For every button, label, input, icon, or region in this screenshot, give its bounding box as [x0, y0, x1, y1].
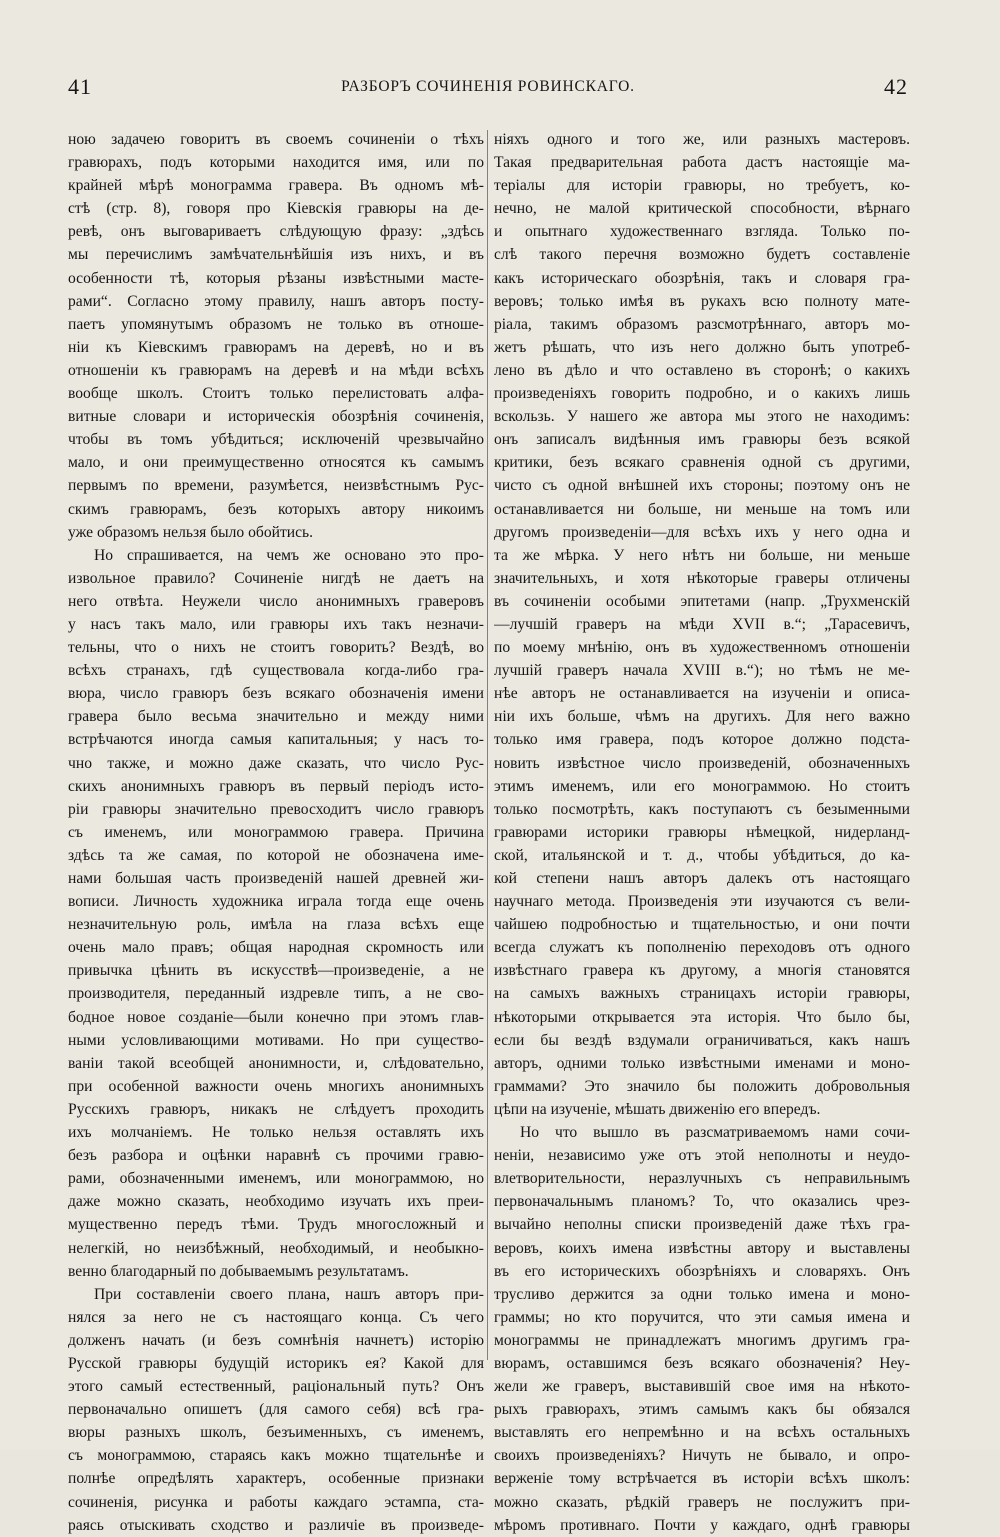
text-line: гравюрахъ, подъ которыми находится имя, или по	[68, 154, 484, 172]
text-line: новить извѣстное число произведеній, обозначенныхъ	[494, 754, 910, 772]
text-line: слѣ такого перечня возможно будетъ составленіе	[494, 246, 910, 264]
text-line: ріала, такимъ образомъ разсмотрѣннаго, авторъ мо-	[494, 315, 910, 333]
text-line: незначительную роль, имѣла на глаза всѣхъ еще	[68, 916, 484, 934]
right-text-column	[494, 128, 910, 1537]
text-line: первымъ по времени, разумѣется, неизвѣстнымъ Рус-	[68, 477, 484, 495]
text-line: трусливо держится за одни только имена и моно-	[494, 1285, 910, 1303]
text-line: —лучшій граверъ на мѣди XVII в.“; „Тарасевичъ,	[494, 615, 910, 633]
text-line: гравера было весьма значительно и между ними	[68, 708, 484, 726]
text-line: Такая предварительная работа дастъ настоящіе ма-	[494, 154, 910, 172]
text-line: монограммы не принадлежатъ многимъ другимъ гра-	[494, 1331, 910, 1349]
text-line: скихъ анонимныхъ гравюръ въ первый періодъ исто-	[68, 777, 484, 795]
text-line: лучшій граверъ начала XVIII в.“); но тѣмъ не ме-	[494, 662, 910, 680]
text-line: привычка цѣнить въ искусствѣ—произведеніе, а не	[68, 962, 484, 980]
text-line: своихъ произведеніяхъ? Ничуть не бывало, и опро-	[494, 1447, 910, 1465]
text-line: Но что вышло въ разсматриваемомъ нами сочи-	[520, 1124, 910, 1142]
text-line: въ его историческихъ обозрѣніяхъ и словаряхъ. Онъ	[494, 1262, 910, 1280]
text-line: вюры разныхъ школъ, безъименныхъ, съ именемъ,	[68, 1424, 484, 1442]
text-line: всегда служатъ къ пополненію переходовъ отъ одного	[494, 939, 910, 957]
text-line: долженъ начать (и безъ сомнѣнія начнетъ) исторію	[68, 1331, 484, 1349]
text-line: безъ разбора и оцѣнки наравнѣ съ прочими гравю-	[68, 1147, 484, 1165]
text-line: значительныхъ, и хотя нѣкоторые граверы отличены	[494, 569, 910, 587]
left-page-number: 41	[68, 74, 92, 99]
text-line: ніи къ Кіевскимъ гравюрамъ на деревѣ, но и въ	[68, 338, 484, 356]
text-line: очень мало правъ; общая народная скромность или	[68, 939, 484, 957]
text-line: При составленіи своего плана, нашъ авторъ при-	[94, 1285, 484, 1303]
text-line: у насъ такъ мало, или гравюры ихъ такъ незначи-	[68, 615, 484, 633]
text-line: только имя гравера, подъ которое должно подста-	[494, 731, 910, 749]
text-line: верженіе тому встрѣчается въ исторіи всѣхъ школъ:	[494, 1470, 910, 1488]
text-line: та же мѣрка. У него нѣтъ ни больше, ни меньше	[494, 546, 910, 564]
text-line: бодное новое созданіе—были конечно при этомъ глав-	[68, 1008, 484, 1026]
text-line: веровъ; только имѣя въ рукахъ всю полноту мате-	[494, 292, 910, 310]
text-line: кой степени нашъ авторъ далекъ отъ настоящаго	[494, 870, 910, 887]
text-line: витные словари и историческія обозрѣнія сочиненія,	[68, 408, 484, 426]
text-line: паетъ упомянутымъ образомъ не только въ отноше-	[68, 315, 484, 333]
text-line: чтобы въ томъ убѣдиться; исключеній чрезвычайно	[68, 431, 484, 449]
text-line: выставлять его непремѣнно и на всѣхъ остальныхъ	[494, 1424, 910, 1442]
text-line: произведеніяхъ говорить подробно, и о какихъ лишь	[494, 385, 910, 403]
text-line: крайней мѣрѣ монограмма гравера. Въ одномъ мѣ-	[68, 177, 484, 195]
text-line: ріи гравюры значительно превосходитъ число гравюръ	[68, 800, 484, 818]
text-line: влетворительности, неразлучныхъ съ неправильнымъ	[494, 1170, 910, 1188]
text-line: чайшею подробностью и тщательностью, и они почти	[494, 916, 910, 934]
text-line: чисто съ одной внѣшней ихъ стороны; поэтому онъ не	[494, 477, 910, 495]
text-line: рами, обозначенными именемъ, или монограммою, но	[68, 1170, 484, 1188]
text-line: цѣпи на изученіе, мѣшать движенію его впередъ.	[494, 1100, 821, 1118]
text-line: мы перечислимъ замѣчательнѣйшія изъ нихъ, и въ	[68, 246, 484, 264]
text-line: ихъ молчаніемъ. Не только нельзя оставлять ихъ	[68, 1124, 484, 1142]
text-line: производителя, переданный издревле типъ, а не сво-	[68, 985, 484, 1003]
text-line: ніи ихъ больше, чѣмъ на другихъ. Для него важно	[494, 708, 910, 726]
text-line: можно сказать, рѣдкій граверъ не послужитъ при-	[494, 1493, 910, 1511]
text-line: Русскихъ гравюръ, никакъ не слѣдуетъ проходить	[68, 1100, 484, 1118]
text-line: сочиненія, рисунка и работы каждаго эстампа, ста-	[68, 1493, 484, 1511]
text-line: съ монограммою, стараясь какъ можно тщательнѣе и	[68, 1447, 484, 1465]
text-line: гравюрами историки гравюры нѣмецкой, нидерланд-	[494, 823, 910, 841]
text-line: нелегкій, но неизбѣжный, необходимый, и необыкно-	[68, 1239, 484, 1257]
column-divider	[487, 130, 488, 1360]
text-line: венно благодарный по добываемымъ результатамъ.	[68, 1262, 409, 1280]
text-line: рыхъ гравюрахъ, этимъ самымъ какъ бы обязался	[494, 1401, 910, 1419]
text-line: нѣе авторъ не останавливается на изученіи и описа-	[494, 685, 910, 703]
text-line: по моему мнѣнію, онъ въ художественномъ отношеніи	[494, 639, 910, 657]
text-line: останавливается ни больше, ни меньше на томъ или	[494, 500, 910, 518]
right-page-number: 42	[884, 74, 908, 99]
text-line: мущественно передъ тѣми. Трудъ многосложный и	[68, 1216, 484, 1234]
text-line: тельны, что о нихъ не стоитъ говорить? Вездѣ, во	[68, 639, 484, 657]
text-line: съ именемъ, или монограммою гравера. Причина	[68, 823, 484, 841]
text-line: граммами? Это значило бы положить добровольныя	[494, 1077, 910, 1095]
text-line: ской, итальянской и т. д., чтобы убѣдиться, до ка-	[494, 846, 910, 864]
text-line: вскользь. У нашего же автора мы этого не находимъ:	[494, 408, 910, 426]
page-header	[68, 74, 908, 104]
text-line: нечно, не малой критической способности, вѣрнаго	[494, 200, 910, 218]
text-line: ревѣ, онъ выговариваетъ слѣдующую фразу: „здѣсь	[68, 223, 484, 241]
text-line: вычайно неполны списки произведеній даже тѣхъ гра-	[494, 1216, 910, 1234]
text-line: особенности тѣ, которыя рѣзаны извѣстными масте-	[68, 269, 484, 287]
text-line: жетъ рѣшать, что изъ него должно быть употреб-	[494, 338, 910, 356]
text-line: только посмотрѣть, какъ поступаютъ съ безыменными	[494, 800, 910, 818]
text-line: этого самый естественный, раціональный путь? Онъ	[68, 1378, 484, 1396]
text-line: вюрамъ, оставшимся безъ всякаго обозначенія? Неу-	[494, 1354, 910, 1372]
text-line: ніяхъ одного и того же, или разныхъ мастеровъ.	[494, 131, 910, 148]
text-line: вюра, число гравюръ безъ всякаго обозначенія имени	[68, 685, 484, 703]
text-line: первоначальнымъ планомъ? То, что оказались чрез-	[494, 1193, 910, 1211]
text-line: даже можно сказать, необходимо изучать ихъ преи-	[68, 1193, 484, 1211]
text-line: вописи. Личность художника играла тогда еще очень	[68, 893, 484, 911]
text-line: веровъ, коихъ имена извѣстны автору и выставлены	[494, 1239, 910, 1257]
text-line: ваніи такой всеобщей анонимности, и, слѣдовательно,	[68, 1054, 484, 1072]
running-title: РАЗБОРЪ СОЧИНЕНІЯ РОВИНСКАГО.	[341, 78, 635, 95]
text-line: граммы; но кто поручится, что эти самыя имена и	[494, 1308, 910, 1326]
text-line: другомъ произведеніи—для всѣхъ ихъ у него одна и	[494, 523, 910, 541]
text-line: чно также, и можно даже сказать, что число Рус-	[68, 754, 484, 772]
text-line: здѣсь та же самая, по которой не обозначена име-	[68, 846, 484, 864]
text-line: какъ историческаго обозрѣнія, такъ и словаря гра-	[494, 269, 910, 287]
text-line: скимъ гравюрамъ, безъ которыхъ автору никоимъ	[68, 500, 484, 518]
text-line: ными условливающими мотивами. Но при существо-	[68, 1031, 484, 1049]
text-line: неніи, независимо уже отъ этой неполноты и неудо-	[494, 1147, 910, 1165]
text-line: нялся за него не съ настоящаго конца. Съ чего	[68, 1308, 484, 1326]
text-line: встрѣчаются иногда самыя капитальныя; у насъ то-	[68, 731, 484, 749]
text-line: извѣстнаго гравера къ другому, а многія становятся	[494, 962, 910, 980]
text-line: отношеніи къ гравюрамъ на деревѣ и на мѣди всѣхъ	[68, 361, 484, 379]
text-line: Но спрашивается, на чемъ же основано это про-	[94, 546, 484, 564]
text-line: нами большая часть произведеній нашей древней жи-	[68, 870, 484, 887]
text-line: Русской гравюры будущій историкъ ея? Какой для	[68, 1354, 484, 1372]
text-line: научнаго метода. Произведенія эти изучаются съ вели-	[494, 893, 910, 911]
text-line: раясь отыскивать сходство и различіе въ произведе-	[68, 1516, 484, 1534]
text-line: лено въ дѣло и что оставлено въ сторонѣ; о какихъ	[494, 361, 910, 379]
text-line: извольное правило? Сочиненіе нигдѣ не даетъ на	[68, 569, 484, 587]
text-line: мало, и они преимущественно относятся къ самымъ	[68, 454, 484, 472]
text-line: мѣромъ противнаго. Почти у каждаго, однѣ гравюры	[494, 1516, 910, 1534]
left-text-column	[68, 128, 484, 1537]
text-line: этимъ именемъ, или его монограммою. Но стоитъ	[494, 777, 910, 795]
text-line: вообще школъ. Стоитъ только перелистовать алфа-	[68, 385, 484, 403]
text-line: въ сочиненіи особыми эпитетами (напр. „Трухменскій	[494, 592, 910, 610]
text-line: него отвѣта. Неужели число анонимныхъ граверовъ	[68, 592, 484, 610]
text-line: на самыхъ важныхъ страницахъ исторіи гравюры,	[494, 985, 910, 1003]
text-line: онъ записалъ видѣнныя имъ гравюры безъ всякой	[494, 431, 910, 449]
text-line: жели же граверъ, выставившій свое имя на нѣкото-	[494, 1378, 910, 1396]
text-line: рами“. Согласно этому правилу, нашъ авторъ посту-	[68, 292, 484, 310]
text-line: всѣхъ странахъ, гдѣ существовала когда-либо гра-	[68, 662, 484, 680]
text-line: если бы вездѣ вздумали ограничиваться, какъ нашъ	[494, 1031, 910, 1049]
text-line: и опытнаго художественнаго взгляда. Только по-	[494, 223, 910, 241]
text-line: полнѣе опредѣлять характеръ, особенные признаки	[68, 1470, 484, 1488]
text-line: ною задачею говоритъ въ своемъ сочиненіи о тѣхъ	[68, 131, 484, 148]
text-line: нѣкоторыми открывается эта исторія. Что было бы,	[494, 1008, 910, 1026]
text-line: критики, безъ всякаго сравненія одной съ другими,	[494, 454, 910, 472]
text-line: стѣ (стр. 8), говоря про Кіевскія гравюры на де-	[68, 200, 484, 218]
text-line: теріалы для исторіи гравюры, но требуетъ, ко-	[494, 177, 910, 195]
text-line: авторъ, одними только извѣстными именами и моно-	[494, 1054, 910, 1072]
text-line: при особенной важности очень многихъ анонимныхъ	[68, 1077, 484, 1095]
text-line: первоначально опишетъ (для самого себя) всѣ гра-	[68, 1401, 484, 1419]
text-line: уже образомъ нельзя было обойтись.	[68, 523, 314, 541]
